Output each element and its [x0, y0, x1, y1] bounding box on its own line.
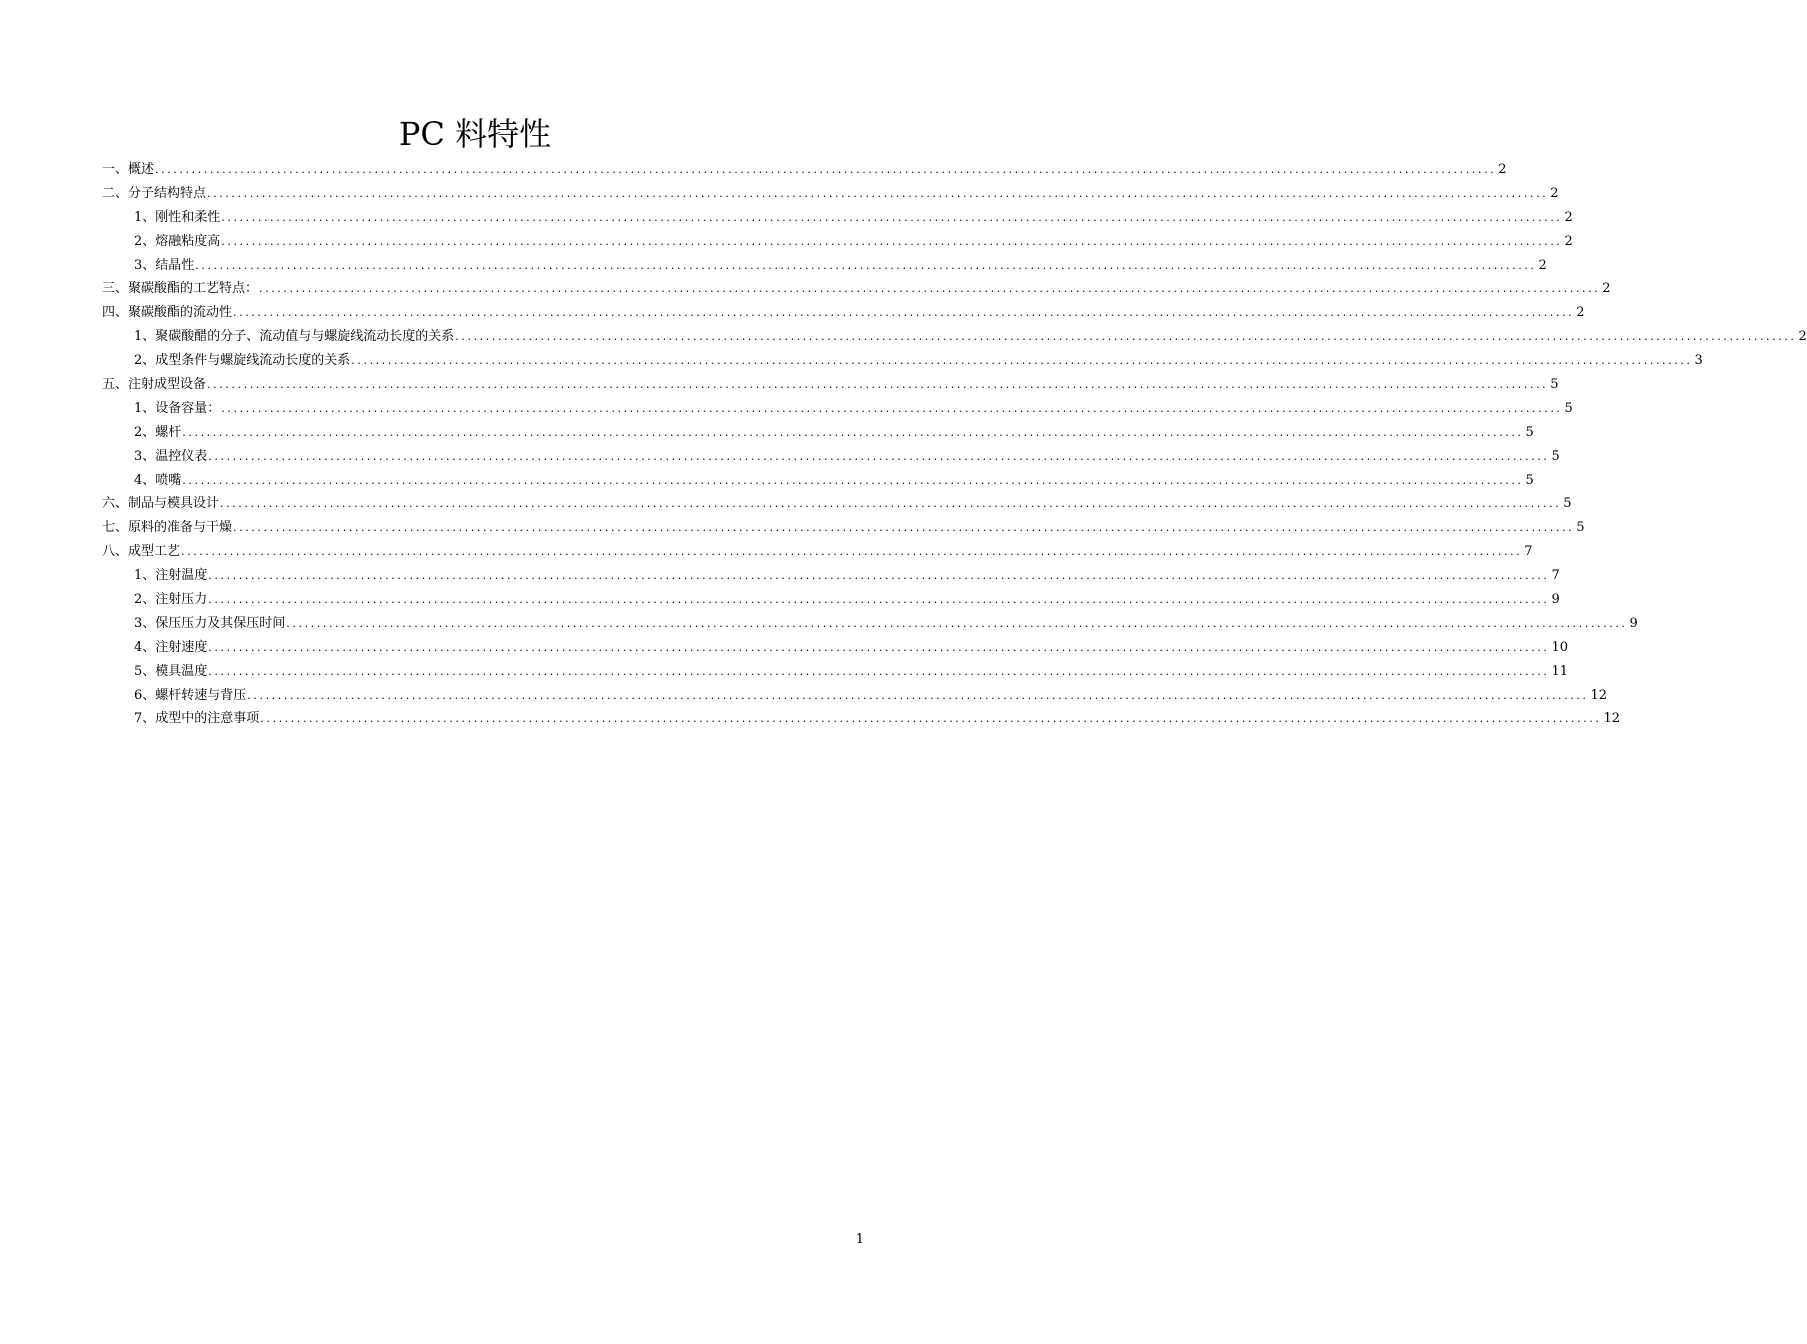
- toc-entry-page-number: 2: [1550, 185, 1559, 201]
- toc-entry-label: 2、熔融粘度高: [134, 233, 221, 249]
- toc-dot-leader: ............................................................................................................................................................................................................................: [208, 640, 1550, 654]
- toc-dot-leader: ............................................................................................................................................................................................................................: [286, 616, 1628, 630]
- toc-dot-leader: ............................................................................................................................................................................................................................: [221, 234, 1563, 248]
- toc-dot-leader: ............................................................................................................................................................................................................................: [208, 569, 1550, 583]
- toc-entry-page-number: 3: [1694, 353, 1703, 369]
- toc-dot-leader: ............................................................................................................................................................................................................................: [208, 593, 1550, 607]
- toc-dot-leader: ............................................................................................................................................................................................................................: [208, 449, 1550, 463]
- toc-entry-page-number: 10: [1551, 639, 1569, 655]
- toc-entry-label: 五、注射成型设备: [102, 377, 207, 393]
- toc-entry[interactable]: [102, 301, 1585, 325]
- toc-dot-leader: ............................................................................................................................................................................................................................: [182, 473, 1524, 487]
- toc-entry-label: 3、温控仪表: [134, 448, 208, 464]
- toc-entry-page-number: 7: [1524, 544, 1533, 560]
- toc-entry-page-number: 2: [1602, 281, 1611, 297]
- toc-entry-label: 三、聚碳酸酯的工艺特点：: [102, 281, 259, 297]
- toc-entry-label: 5、模具温度: [134, 663, 208, 679]
- toc-entry-label: 二、分子结构特点: [102, 185, 207, 201]
- toc-entry[interactable]: [102, 230, 1573, 254]
- toc-entry[interactable]: [102, 158, 1507, 182]
- toc-entry[interactable]: [102, 540, 1533, 564]
- toc-dot-leader: ............................................................................................................................................................................................................................: [220, 497, 1562, 511]
- toc-dot-leader: ............................................................................................................................................................................................................................: [181, 545, 1523, 559]
- toc-entry-page-number: 5: [1563, 496, 1572, 512]
- toc-dot-leader: ............................................................................................................................................................................................................................: [351, 354, 1693, 368]
- toc-entry-label: 6、螺杆转速与背压: [134, 687, 247, 703]
- toc-entry-label: 4、注射速度: [134, 639, 208, 655]
- toc-dot-leader: ............................................................................................................................................................................................................................: [207, 186, 1549, 200]
- toc-entry[interactable]: [102, 421, 1534, 445]
- toc-entry-page-number: 2: [1538, 257, 1547, 273]
- toc-entry-page-number: 2: [1498, 162, 1507, 177]
- toc-entry-label: 3、结晶性: [134, 257, 195, 273]
- toc-entry-page-number: 5: [1525, 472, 1534, 488]
- toc-entry[interactable]: [102, 445, 1560, 469]
- toc-entry-page-number: 5: [1551, 448, 1560, 464]
- toc-dot-leader: ............................................................................................................................................................................................................................: [259, 282, 1601, 296]
- toc-entry-label: 八、成型工艺: [102, 544, 181, 560]
- toc-entry[interactable]: [102, 277, 1611, 301]
- toc-dot-leader: ............................................................................................................................................................................................................................: [247, 688, 1589, 702]
- toc-entry[interactable]: [102, 254, 1547, 278]
- toc-entry-label: 2、注射压力: [134, 592, 208, 608]
- toc-entry-page-number: 2: [1798, 329, 1807, 345]
- toc-entry-page-number: 5: [1550, 377, 1559, 393]
- toc-entry[interactable]: [102, 469, 1534, 493]
- toc-entry-label: 七、原料的准备与干燥: [102, 520, 233, 536]
- toc-entry[interactable]: [102, 325, 1807, 349]
- toc-entry[interactable]: [102, 397, 1573, 421]
- toc-entry[interactable]: [102, 182, 1559, 206]
- toc-entry-page-number: 2: [1576, 305, 1585, 321]
- toc-entry[interactable]: [102, 564, 1560, 588]
- page-title: PC 料特性: [398, 115, 552, 153]
- toc-entry-label: 1、注射温度: [134, 568, 208, 584]
- toc-entry-page-number: 9: [1551, 592, 1560, 608]
- toc-entry-label: 2、螺杆: [134, 424, 182, 440]
- toc-entry[interactable]: [102, 206, 1573, 230]
- toc-dot-leader: ............................................................................................................................................................................................................................: [221, 401, 1563, 415]
- toc-entry-label: 四、聚碳酸酯的流动性: [102, 305, 233, 321]
- page-number: 1: [855, 1232, 864, 1247]
- toc-entry-page-number: 5: [1525, 424, 1534, 440]
- toc-entry-label: 六、制品与模具设计: [102, 496, 220, 512]
- toc-entry[interactable]: [102, 349, 1703, 373]
- toc-dot-leader: ............................................................................................................................................................................................................................: [208, 664, 1550, 678]
- toc-entry[interactable]: [102, 660, 1569, 684]
- toc-entry-page-number: 12: [1590, 687, 1608, 703]
- toc-entry[interactable]: [102, 707, 1621, 731]
- toc-entry-page-number: 9: [1629, 615, 1638, 631]
- toc-dot-leader: ............................................................................................................................................................................................................................: [155, 163, 1497, 176]
- toc-dot-leader: ............................................................................................................................................................................................................................: [182, 425, 1524, 439]
- toc-entry-label: 2、成型条件与螺旋线流动长度的关系: [134, 353, 351, 369]
- toc-dot-leader: ............................................................................................................................................................................................................................: [260, 712, 1602, 726]
- toc-dot-leader: ............................................................................................................................................................................................................................: [455, 330, 1797, 344]
- toc-entry-page-number: 2: [1564, 233, 1573, 249]
- toc-dot-leader: ............................................................................................................................................................................................................................: [195, 258, 1537, 272]
- toc-dot-leader: ............................................................................................................................................................................................................................: [221, 210, 1563, 224]
- toc-entry-page-number: 11: [1551, 663, 1569, 679]
- toc-entry[interactable]: [102, 612, 1638, 636]
- toc-entry-label: 1、刚性和柔性: [134, 209, 221, 225]
- toc-entry[interactable]: [102, 516, 1585, 540]
- toc-entry-label: 一、概述: [102, 162, 155, 177]
- toc-entry-label: 7、成型中的注意事项: [134, 711, 260, 727]
- toc-dot-leader: ............................................................................................................................................................................................................................: [233, 521, 1575, 535]
- toc-entry[interactable]: [102, 373, 1559, 397]
- toc-entry-page-number: 12: [1603, 711, 1621, 727]
- toc-entry-label: 3、保压压力及其保压时间: [134, 615, 286, 631]
- toc-entry-label: 1、设备容量：: [134, 400, 221, 416]
- toc-entry-label: 4、喷嘴: [134, 472, 182, 488]
- toc-entry[interactable]: [102, 492, 1572, 516]
- toc-entry-page-number: 5: [1576, 520, 1585, 536]
- toc-entry[interactable]: [102, 636, 1569, 660]
- toc-entry-page-number: 5: [1564, 400, 1573, 416]
- toc-entry-page-number: 2: [1564, 209, 1573, 225]
- toc-entry-page-number: 7: [1551, 568, 1560, 584]
- toc-dot-leader: ............................................................................................................................................................................................................................: [207, 378, 1549, 392]
- table-of-contents: [102, 158, 1807, 731]
- toc-entry-label: 1、聚碳酸醋的分子、流动值与与螺旋线流动长度的关系: [134, 329, 455, 345]
- toc-entry[interactable]: [102, 588, 1560, 612]
- toc-dot-leader: ............................................................................................................................................................................................................................: [233, 306, 1575, 320]
- toc-entry[interactable]: [102, 684, 1608, 708]
